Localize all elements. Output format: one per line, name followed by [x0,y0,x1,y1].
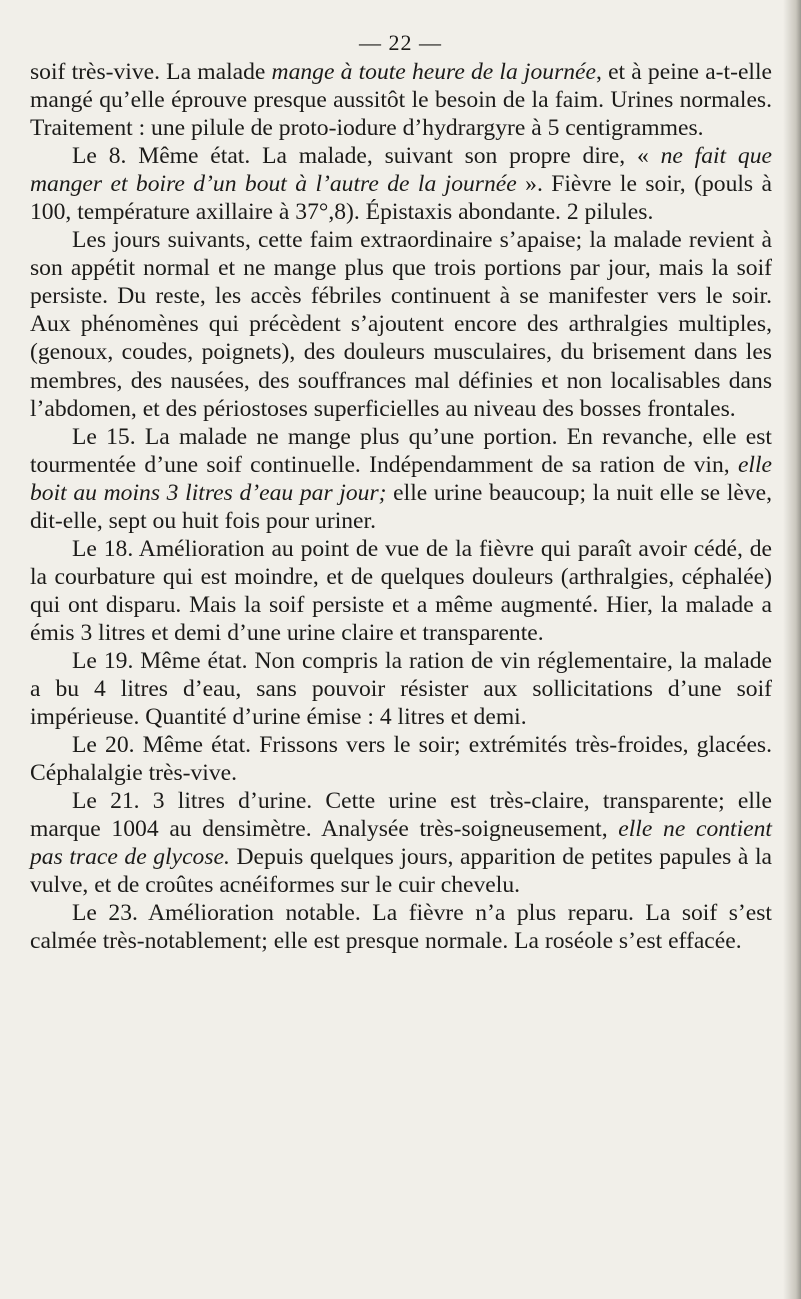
page-number: — 22 — [359,30,442,55]
text-segment: elle urine beaucoup; la nuit elle se lève, dit-elle, sept ou huit fois pour uriner. [30,479,773,534]
text-segment: soif très-vive. La malade [30,59,272,85]
paragraph-jours-suivants [30,226,772,422]
text-segment: Le 20. Même état. Frissons vers le soir; extrémités très-froides, glacées. Céphalalgie très-vive. [30,732,772,787]
text-segment: , et à peine a-t-elle mangé qu’elle éprouve presque aussitôt le besoin de la faim. Urines normales. Traitement : une pilule de proto-iodure d’hydrargyre à 5 centigrammes. [30,59,772,142]
italic-text-segment: elle ne contient pas trace de glycose. [30,816,772,871]
paragraph-le-19 [30,647,772,731]
text-segment: ». Fièvre le soir, (pouls à 100, température axillaire à 37°,8). Épistaxis abondante. 2 pilules. [30,171,772,226]
body-text [30,58,772,956]
text-segment: Depuis quelques jours, apparition de petites papules à la vulve, et de croûtes acnéiformes sur le cuir chevelu. [30,844,772,899]
italic-text-segment: ne fait que manger et boire d’un bout à l’autre de la journée [30,143,772,198]
text-segment: Le 19. Même état. Non compris la ration de vin réglementaire, la malade a bu 4 litres d’eau, sans pouvoir résister aux sollicitations d’une soif impérieuse. Quantité d’urine émise : 4 litres et demi. [30,647,772,731]
text-segment: Le 8. Même état. La malade, suivant son propre dire, « [72,143,661,170]
paragraph-le-20 [30,731,772,787]
paragraph-le-18 [30,535,772,647]
text-segment: Le 23. Amélioration notable. La fièvre n’a plus reparu. La soif s’est calmée très-notablement; elle est presque normale. La roséole s’est effacée. [30,900,772,955]
paragraph-le-21 [30,787,772,899]
text-segment: Les jours suivants, cette faim extraordinaire s’apaise; la malade revient à son appétit normal et ne mange plus que trois portions par jour, mais la soif persiste. Du reste, les accès fébriles continuent à se manifester vers le soir. Aux phénomènes qui précèdent s’ajoutent encore des arthralgies multiples, (genoux, coudes, poignets), des douleurs musculaires, du brisement dans les membres, des nausées, des souffrances mal définies et non localisables dans l’abdomen, et des périostoses superficielles au niveau des bosses frontales. [30,227,772,422]
paragraph-le-8 [30,142,772,226]
page-edge-shadow [783,0,801,1299]
paragraph-le-15 [30,423,772,535]
paragraph-le-23 [30,899,772,955]
text-segment: Le 18. Amélioration au point de vue de la fièvre qui paraît avoir cédé, de la courbature qui est moindre, et de quelques douleurs (arthralgies, céphalée) qui ont disparu. Mais la soif persiste et a même augmenté. Hier, la malade a émis 3 litres et demi d’une urine claire et transparente. [30,535,772,646]
paragraph-continuation [30,58,772,142]
text-segment: Le 15. La malade ne mange plus qu’une portion. En revanche, elle est tourmentée d’une soif continuelle. Indépendamment de sa ration de vin, [30,423,772,478]
text-segment: Le 21. 3 litres d’urine. Cette urine est très-claire, transparente; elle marque 1004 au densimètre. Analysée très-soigneusement, [30,788,772,843]
italic-text-segment: elle boit au moins 3 litres d’eau par jour; [30,451,772,506]
italic-text-segment: mange à toute heure de la journée [271,59,597,85]
